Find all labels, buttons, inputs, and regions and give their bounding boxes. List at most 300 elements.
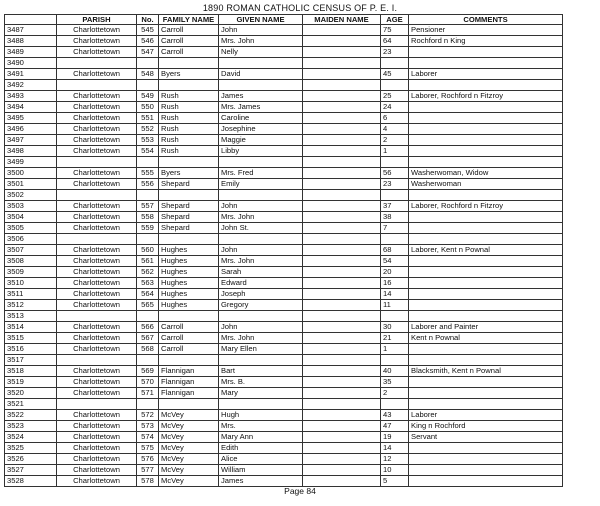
row-number-cell: 3509 [5,267,57,278]
table-row [5,333,563,344]
maiden-name-cell [303,256,381,267]
page-number: Page 84 [284,486,316,496]
given-name-cell [219,157,303,168]
given-name-cell [219,190,303,201]
no-cell: 565 [137,300,159,311]
comments-cell [409,190,563,201]
parish-cell: Charlottetown [57,124,137,135]
family-name-cell: Shepard [159,179,219,190]
age-cell: 2 [381,388,409,399]
family-name-cell: Hughes [159,289,219,300]
given-name-cell: Mrs. John [219,212,303,223]
row-number-cell: 3510 [5,278,57,289]
family-name-cell: Hughes [159,267,219,278]
row-number-cell: 3504 [5,212,57,223]
family-name-cell: Byers [159,69,219,80]
table-header-row [5,15,563,25]
given-name-cell: Hugh [219,410,303,421]
no-cell: 546 [137,36,159,47]
table-row [5,432,563,443]
given-name-header: GIVEN NAME [219,15,303,25]
row-number-cell: 3515 [5,333,57,344]
no-cell [137,80,159,91]
parish-cell: Charlottetown [57,344,137,355]
table-row [5,256,563,267]
comments-cell [409,157,563,168]
comments-cell [409,388,563,399]
given-name-cell: David [219,69,303,80]
maiden-name-cell [303,344,381,355]
maiden-name-cell [303,300,381,311]
row-number-cell: 3487 [5,25,57,36]
maiden-name-cell [303,113,381,124]
parish-cell: Charlottetown [57,168,137,179]
maiden-name-cell [303,124,381,135]
maiden-name-cell [303,377,381,388]
no-header: No. [137,15,159,25]
comments-cell [409,443,563,454]
no-cell: 550 [137,102,159,113]
parish-cell: Charlottetown [57,256,137,267]
row-number-cell: 3498 [5,146,57,157]
given-name-cell: John [219,245,303,256]
age-cell: 23 [381,179,409,190]
comments-cell: Laborer, Rochford n Fitzroy [409,201,563,212]
row-number-cell: 3497 [5,135,57,146]
age-cell: 75 [381,25,409,36]
comments-cell [409,113,563,124]
table-row [5,388,563,399]
no-cell: 569 [137,366,159,377]
row-number-cell: 3519 [5,377,57,388]
parish-cell: Charlottetown [57,201,137,212]
age-cell: 45 [381,69,409,80]
family-name-header: FAMILY NAME [159,15,219,25]
comments-cell [409,58,563,69]
table-row [5,223,563,234]
table-row [5,190,563,201]
parish-cell: Charlottetown [57,333,137,344]
family-name-cell: Hughes [159,256,219,267]
family-name-cell: Carroll [159,333,219,344]
family-name-cell: Rush [159,135,219,146]
maiden-name-cell [303,476,381,487]
given-name-cell: Caroline [219,113,303,124]
family-name-cell: Carroll [159,322,219,333]
family-name-cell: Rush [159,113,219,124]
table-row [5,267,563,278]
family-name-cell: Rush [159,124,219,135]
no-cell: 545 [137,25,159,36]
age-cell: 4 [381,124,409,135]
given-name-cell: John St. [219,223,303,234]
no-cell: 563 [137,278,159,289]
table-row [5,399,563,410]
given-name-cell: Alice [219,454,303,465]
table-row [5,212,563,223]
family-name-cell: McVey [159,476,219,487]
table-row [5,322,563,333]
family-name-cell: McVey [159,432,219,443]
age-cell: 64 [381,36,409,47]
age-cell: 35 [381,377,409,388]
no-cell: 562 [137,267,159,278]
no-cell: 561 [137,256,159,267]
age-cell: 25 [381,91,409,102]
given-name-cell: Josephine [219,124,303,135]
age-cell: 14 [381,443,409,454]
maiden-name-cell [303,223,381,234]
parish-cell: Charlottetown [57,146,137,157]
no-cell: 556 [137,179,159,190]
maiden-name-cell [303,69,381,80]
age-cell: 16 [381,278,409,289]
family-name-cell: Carroll [159,25,219,36]
row-number-cell: 3505 [5,223,57,234]
no-cell: 575 [137,443,159,454]
table-row [5,289,563,300]
parish-cell: Charlottetown [57,91,137,102]
row-number-cell: 3502 [5,190,57,201]
table-row [5,91,563,102]
no-cell: 553 [137,135,159,146]
age-cell [381,58,409,69]
parish-cell: Charlottetown [57,278,137,289]
comments-cell [409,124,563,135]
given-name-cell: Edith [219,443,303,454]
comments-cell [409,256,563,267]
family-name-cell: Hughes [159,300,219,311]
maiden-name-cell [303,443,381,454]
maiden-name-cell [303,234,381,245]
maiden-name-cell [303,179,381,190]
no-cell [137,355,159,366]
parish-cell: Charlottetown [57,102,137,113]
given-name-cell [219,80,303,91]
maiden-name-cell [303,80,381,91]
family-name-cell [159,311,219,322]
family-name-cell: McVey [159,454,219,465]
comments-cell: Blacksmith, Kent n Pownal [409,366,563,377]
comments-cell [409,267,563,278]
comments-cell [409,399,563,410]
comments-cell [409,355,563,366]
maiden-name-cell [303,47,381,58]
given-name-cell: Mrs. John [219,256,303,267]
comments-cell: Kent n Pownal [409,333,563,344]
family-name-cell: McVey [159,465,219,476]
family-name-cell: Flannigan [159,366,219,377]
comments-cell [409,344,563,355]
row-number-cell: 3499 [5,157,57,168]
given-name-cell: James [219,476,303,487]
maiden-name-cell [303,25,381,36]
comments-cell: Rochford n King [409,36,563,47]
row-number-cell: 3492 [5,80,57,91]
given-name-cell: Mrs. [219,421,303,432]
given-name-cell [219,355,303,366]
family-name-cell [159,234,219,245]
comments-cell [409,476,563,487]
no-cell: 557 [137,201,159,212]
no-cell: 558 [137,212,159,223]
row-number-cell: 3517 [5,355,57,366]
family-name-cell: Carroll [159,36,219,47]
given-name-cell: Mrs. Fred [219,168,303,179]
given-name-cell: John [219,201,303,212]
maiden-name-cell [303,278,381,289]
family-name-cell [159,157,219,168]
age-cell: 56 [381,168,409,179]
maiden-name-cell [303,58,381,69]
table-row [5,168,563,179]
family-name-cell: Rush [159,102,219,113]
family-name-cell [159,355,219,366]
maiden-name-cell [303,102,381,113]
parish-cell: Charlottetown [57,443,137,454]
comments-cell [409,278,563,289]
age-cell: 21 [381,333,409,344]
given-name-cell: John [219,25,303,36]
given-name-cell: Mary Ellen [219,344,303,355]
table-row [5,47,563,58]
no-cell [137,58,159,69]
maiden-name-cell [303,91,381,102]
no-cell: 568 [137,344,159,355]
parish-cell: Charlottetown [57,223,137,234]
page-title: 1890 ROMAN CATHOLIC CENSUS OF P. E. I. [202,3,398,13]
comments-cell: Laborer, Rochford n Fitzroy [409,91,563,102]
maiden-name-cell [303,322,381,333]
comments-cell: King n Rochford [409,421,563,432]
age-cell: 47 [381,421,409,432]
table-row [5,421,563,432]
table-row [5,454,563,465]
row-number-cell: 3511 [5,289,57,300]
comments-header: COMMENTS [409,15,563,25]
comments-cell: Washerwoman, Widow [409,168,563,179]
row-number-cell: 3500 [5,168,57,179]
parish-cell: Charlottetown [57,465,137,476]
comments-cell [409,80,563,91]
given-name-cell: James [219,91,303,102]
given-name-cell [219,234,303,245]
no-cell: 570 [137,377,159,388]
parish-cell: Charlottetown [57,366,137,377]
given-name-cell: Bart [219,366,303,377]
row-number-cell: 3514 [5,322,57,333]
row-number-cell: 3508 [5,256,57,267]
maiden-name-cell [303,157,381,168]
maiden-name-cell [303,212,381,223]
parish-cell: Charlottetown [57,135,137,146]
census-table [4,14,563,487]
age-cell: 1 [381,344,409,355]
age-cell: 23 [381,47,409,58]
row-number-cell: 3526 [5,454,57,465]
age-cell: 54 [381,256,409,267]
parish-cell: Charlottetown [57,47,137,58]
no-cell: 554 [137,146,159,157]
parish-cell: Charlottetown [57,388,137,399]
row-number-cell: 3522 [5,410,57,421]
parish-cell: Charlottetown [57,432,137,443]
given-name-cell: Mrs. James [219,102,303,113]
family-name-cell: Hughes [159,278,219,289]
age-cell: 7 [381,223,409,234]
comments-cell [409,377,563,388]
parish-cell: Charlottetown [57,377,137,388]
row-number-cell: 3488 [5,36,57,47]
maiden-name-cell [303,245,381,256]
age-cell: 5 [381,476,409,487]
given-name-cell: Mary Ann [219,432,303,443]
parish-cell [57,58,137,69]
maiden-name-cell [303,432,381,443]
given-name-cell [219,311,303,322]
age-cell: 2 [381,135,409,146]
given-name-cell: Emily [219,179,303,190]
age-cell [381,80,409,91]
comments-cell [409,223,563,234]
maiden-name-cell [303,135,381,146]
maiden-name-cell [303,454,381,465]
parish-cell: Charlottetown [57,267,137,278]
given-name-cell: Edward [219,278,303,289]
family-name-cell: Shepard [159,212,219,223]
comments-cell [409,300,563,311]
row-number-cell: 3501 [5,179,57,190]
table-row [5,135,563,146]
parish-cell: Charlottetown [57,476,137,487]
comments-cell: Washerwoman [409,179,563,190]
table-row [5,377,563,388]
family-name-cell: Hughes [159,245,219,256]
row-number-cell: 3489 [5,47,57,58]
family-name-cell: Carroll [159,344,219,355]
age-cell: 37 [381,201,409,212]
row-number-cell: 3495 [5,113,57,124]
no-cell: 573 [137,421,159,432]
table-row [5,124,563,135]
row-number-cell: 3507 [5,245,57,256]
given-name-cell: Sarah [219,267,303,278]
table-row [5,366,563,377]
comments-cell: Pensioner [409,25,563,36]
row-number-cell: 3494 [5,102,57,113]
row-number-cell: 3506 [5,234,57,245]
no-cell: 578 [137,476,159,487]
given-name-cell: Mrs. John [219,36,303,47]
comments-cell [409,465,563,476]
no-cell: 548 [137,69,159,80]
parish-cell: Charlottetown [57,454,137,465]
row-number-cell: 3513 [5,311,57,322]
maiden-name-cell [303,190,381,201]
no-cell: 555 [137,168,159,179]
family-name-cell: McVey [159,410,219,421]
row-number-cell: 3521 [5,399,57,410]
parish-cell: Charlottetown [57,300,137,311]
table-row [5,201,563,212]
age-cell [381,399,409,410]
no-cell: 559 [137,223,159,234]
age-header: AGE [381,15,409,25]
parish-cell [57,311,137,322]
comments-cell [409,102,563,113]
table-row [5,443,563,454]
family-name-cell: Shepard [159,223,219,234]
family-name-cell: McVey [159,443,219,454]
no-cell: 547 [137,47,159,58]
maiden-name-cell [303,388,381,399]
table-row [5,146,563,157]
comments-cell [409,135,563,146]
comments-cell [409,289,563,300]
row-number-cell: 3491 [5,69,57,80]
table-row [5,36,563,47]
table-row [5,311,563,322]
table-row [5,355,563,366]
comments-cell [409,146,563,157]
comments-cell [409,47,563,58]
no-cell: 571 [137,388,159,399]
no-cell: 549 [137,91,159,102]
parish-cell [57,80,137,91]
maiden-name-cell [303,355,381,366]
parish-cell [57,234,137,245]
table-row [5,234,563,245]
row-number-cell: 3493 [5,91,57,102]
family-name-cell [159,190,219,201]
comments-cell: Servant [409,432,563,443]
age-cell: 38 [381,212,409,223]
maiden-name-cell [303,36,381,47]
table-row [5,410,563,421]
age-cell: 43 [381,410,409,421]
no-cell: 551 [137,113,159,124]
comments-cell [409,311,563,322]
family-name-cell: Rush [159,146,219,157]
comments-cell [409,212,563,223]
family-name-cell [159,80,219,91]
table-row [5,58,563,69]
table-row [5,80,563,91]
parish-cell [57,190,137,201]
table-row [5,179,563,190]
row-number-cell: 3516 [5,344,57,355]
comments-cell: Laborer, Kent n Pownal [409,245,563,256]
age-cell: 20 [381,267,409,278]
no-cell [137,157,159,168]
no-cell [137,311,159,322]
maiden-name-cell [303,465,381,476]
row-number-cell: 3518 [5,366,57,377]
no-cell [137,234,159,245]
comments-cell [409,454,563,465]
parish-header: PARISH [57,15,137,25]
maiden-name-header: MAIDEN NAME [303,15,381,25]
no-cell [137,399,159,410]
age-cell: 11 [381,300,409,311]
parish-cell: Charlottetown [57,322,137,333]
no-cell: 577 [137,465,159,476]
age-cell: 24 [381,102,409,113]
maiden-name-cell [303,421,381,432]
parish-cell: Charlottetown [57,212,137,223]
parish-cell [57,399,137,410]
no-cell: 576 [137,454,159,465]
